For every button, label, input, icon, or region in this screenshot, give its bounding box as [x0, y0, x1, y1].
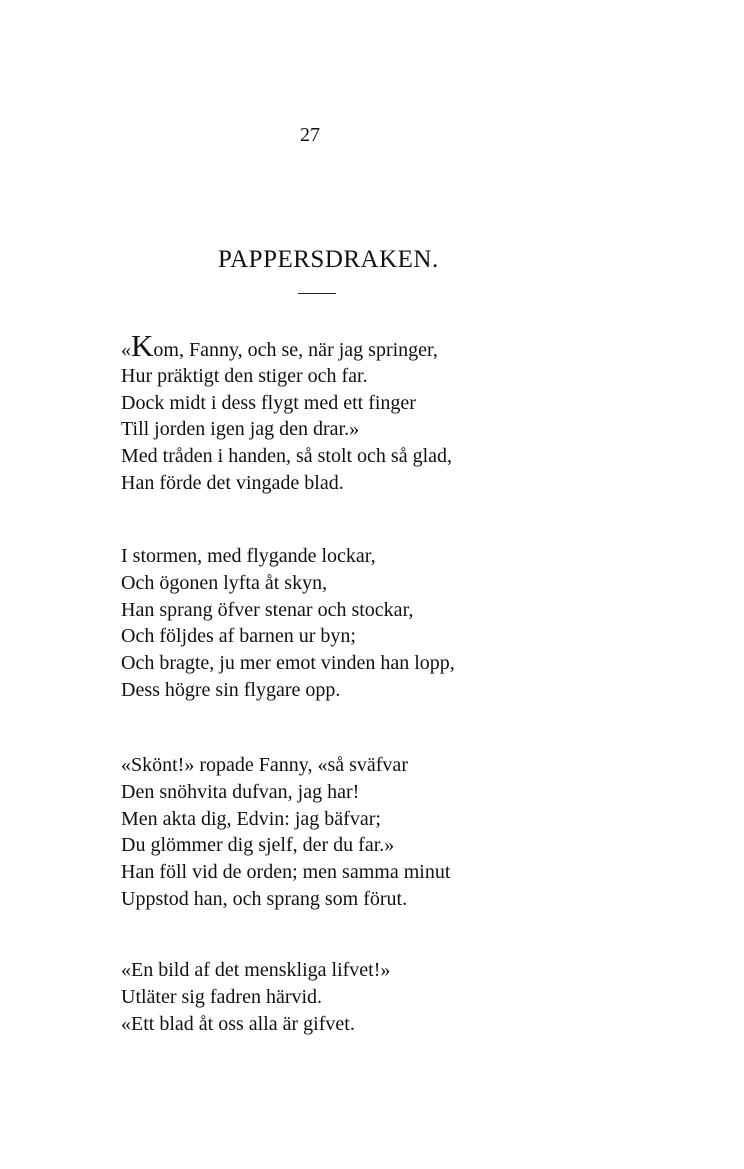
drop-cap: K	[131, 328, 154, 363]
poem-line: «Skönt!» ropade Fanny, «så sväfvar	[121, 754, 408, 776]
poem-line: Hur präktigt den stiger och far.	[121, 364, 368, 387]
poem-line: Men akta dig, Edvin: jag bäfvar;	[121, 807, 381, 830]
stanza-1	[121, 328, 453, 497]
opening-quote: «	[121, 339, 131, 361]
poem-line: «En bild af det menskliga lifvet!»	[121, 959, 391, 981]
poem-line: Dess högre sin flygare opp.	[121, 678, 341, 701]
title-divider	[298, 293, 336, 294]
poem-title: PAPPERSDRAKEN.	[218, 246, 439, 273]
poem-line: Han sprang öfver stenar och stockar,	[121, 598, 414, 621]
poem-line: Den snöhvita dufvan, jag har!	[121, 780, 360, 803]
stanza-4	[121, 957, 390, 1037]
poem-line: Uppstod han, och sprang som förut.	[121, 887, 408, 910]
poem-line: Dock midt i dess flygt med ett finger	[121, 391, 416, 414]
poem-line: Han förde det vingade blad.	[121, 471, 344, 494]
first-line-text: om, Fanny, och se, när jag springer,	[153, 339, 438, 361]
poem-line: Till jorden igen jag den drar.»	[121, 418, 360, 441]
poem-line: Du glömmer dig sjelf, der du far.»	[121, 834, 395, 857]
poem-line-1	[121, 328, 452, 363]
page-number: 27	[300, 124, 320, 146]
poem-line: Med tråden i handen, så stolt och så glad,	[121, 445, 453, 468]
poem-line: «Ett blad åt oss alla är gifvet.	[121, 1012, 355, 1035]
poem-line: Och följdes af barnen ur byn;	[121, 625, 356, 648]
stanza-2	[121, 543, 455, 704]
poem-line: Och ögonen lyfta åt skyn,	[121, 571, 328, 594]
stanza-3	[121, 752, 450, 913]
poem-line: Han föll vid de orden; men samma minut	[121, 861, 451, 884]
poem-line: Utläter sig fadren härvid.	[121, 985, 323, 1008]
poem-line: I stormen, med flygande lockar,	[121, 545, 376, 567]
poem-line: Och bragte, ju mer emot vinden han lopp,	[121, 652, 455, 675]
